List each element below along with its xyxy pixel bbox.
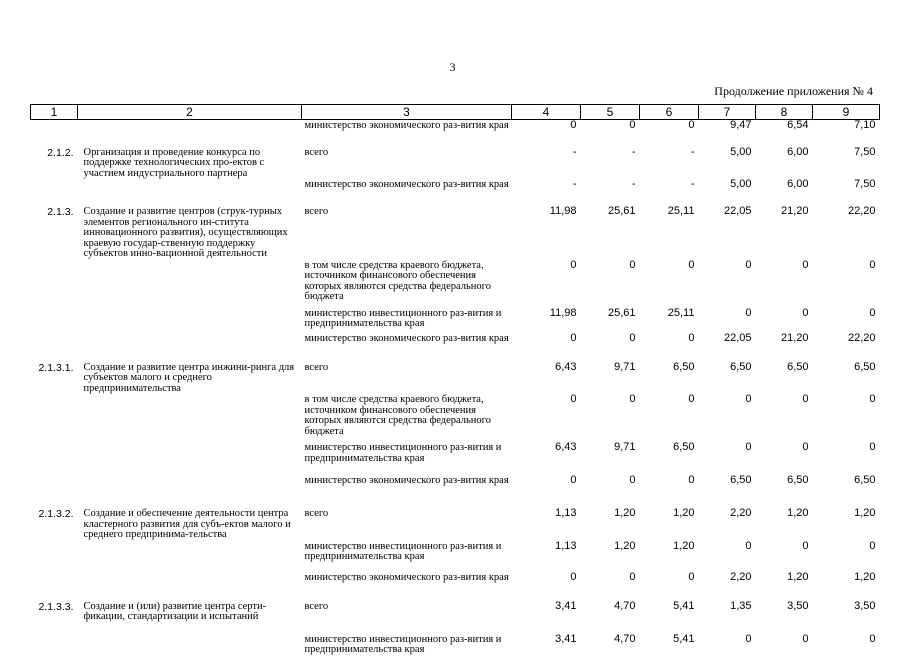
table-row xyxy=(31,442,880,475)
funding-source: министерство экономического раз-вития края xyxy=(304,332,509,344)
value-cell: 0 xyxy=(629,119,636,131)
value-cell: 0 xyxy=(802,393,809,405)
value-cell: - xyxy=(631,178,636,190)
value-cell: 1,20 xyxy=(673,507,695,519)
column-header: 3 xyxy=(302,105,512,120)
value-cell: 1,20 xyxy=(854,570,876,583)
value-cell: 6,50 xyxy=(730,360,752,373)
value-cell: 0 xyxy=(570,474,577,486)
value-cell: 0 xyxy=(570,258,577,271)
measure-name xyxy=(78,333,302,358)
value-cell: 0 xyxy=(688,119,695,131)
value-cell: 0 xyxy=(869,393,876,405)
measure-code xyxy=(31,308,78,333)
value-cell: 0 xyxy=(745,632,752,645)
value-cell: 6,00 xyxy=(787,178,809,190)
column-header: 2 xyxy=(78,105,302,120)
measure-name xyxy=(78,120,302,143)
value-cell: 0 xyxy=(802,258,809,271)
value-cell: 4,70 xyxy=(614,632,636,645)
table-row xyxy=(31,120,880,143)
value-cell: 1,13 xyxy=(555,507,577,519)
measure-name xyxy=(78,572,302,597)
value-cell: 0 xyxy=(629,393,636,405)
value-cell: 9,47 xyxy=(730,119,752,131)
value-cell: 2,20 xyxy=(730,507,752,519)
funding-source: в том числе средства краевого бюджета, источником финансового обеспечения которых являются средства федерального бюджета xyxy=(304,394,491,437)
measure-code xyxy=(31,442,78,475)
table-row xyxy=(31,362,880,395)
value-cell: 0 xyxy=(688,331,695,344)
value-cell: 0 xyxy=(869,632,876,645)
funding-source: всего xyxy=(304,508,329,519)
table-row xyxy=(31,394,880,442)
value-cell: 0 xyxy=(570,119,577,131)
measure-code xyxy=(31,634,78,656)
value-cell: 0 xyxy=(629,570,636,583)
value-cell: 1,35 xyxy=(730,599,752,612)
measure-code xyxy=(31,394,78,442)
value-cell: 1,20 xyxy=(673,539,695,552)
measure-name: Создание и развитие центра инжини-ринга для субъектов малого и среднего предпринимательства xyxy=(83,361,295,394)
value-cell: 25,11 xyxy=(667,306,695,319)
table-row xyxy=(31,541,880,572)
table-row xyxy=(31,634,880,656)
value-cell: 1,20 xyxy=(614,507,636,519)
value-cell: 0 xyxy=(802,441,809,453)
measure-code xyxy=(31,333,78,358)
value-cell: 3,41 xyxy=(555,632,577,645)
value-cell: 0 xyxy=(802,539,809,552)
value-cell: 21,20 xyxy=(780,331,809,344)
value-cell: 1,20 xyxy=(854,507,876,519)
table-row xyxy=(31,308,880,333)
measure-code xyxy=(31,475,78,504)
value-cell: 0 xyxy=(629,258,636,271)
value-cell: 9,71 xyxy=(614,360,636,373)
value-cell: 0 xyxy=(688,258,695,271)
value-cell: 2,20 xyxy=(730,570,752,583)
measure-code xyxy=(31,179,78,202)
table-row xyxy=(31,601,880,634)
table-row xyxy=(31,475,880,504)
value-cell: 7,50 xyxy=(854,178,876,190)
funding-source: министерство экономического раз-вития края xyxy=(304,179,509,190)
value-cell: 3,50 xyxy=(854,599,876,612)
funding-source: министерство экономического раз-вития края xyxy=(304,571,509,583)
funding-source: министерство экономического раз-вития края xyxy=(304,120,509,131)
value-cell: 21,20 xyxy=(780,205,809,217)
value-cell: 0 xyxy=(745,306,752,319)
measure-name: Организация и проведение конкурса по поддержке технологических про-ектов с участием индустриального партнера xyxy=(83,146,265,179)
column-header: 4 xyxy=(512,105,581,120)
page-number: 3 xyxy=(449,60,456,74)
value-cell: 1,20 xyxy=(787,507,809,519)
value-cell: 5,41 xyxy=(673,599,695,612)
measure-name xyxy=(78,442,302,475)
column-header: 8 xyxy=(756,105,813,120)
value-cell: 22,05 xyxy=(723,331,752,344)
measure-name xyxy=(78,260,302,308)
value-cell: 0 xyxy=(869,258,876,271)
funding-source: министерство инвестиционного раз-вития и предпринимательства края xyxy=(304,442,502,464)
funding-source: министерство инвестиционного раз-вития и предпринимательства края xyxy=(304,307,502,329)
budget-table xyxy=(30,104,880,656)
value-cell: - xyxy=(572,145,577,158)
value-cell: 0 xyxy=(688,393,695,405)
measure-name xyxy=(78,475,302,504)
value-cell: 0 xyxy=(802,306,809,319)
measure-name xyxy=(78,634,302,656)
value-cell: 11,98 xyxy=(549,306,577,319)
value-cell: 0 xyxy=(745,441,752,453)
funding-source: министерство инвестиционного раз-вития и предпринимательства края xyxy=(304,633,502,655)
value-cell: - xyxy=(572,178,577,190)
table-row xyxy=(31,179,880,202)
funding-source: министерство инвестиционного раз-вития и предпринимательства края xyxy=(304,540,502,562)
value-cell: 0 xyxy=(688,570,695,583)
measure-code xyxy=(31,120,78,143)
value-cell: 0 xyxy=(629,331,636,344)
value-cell: 6,50 xyxy=(673,441,695,453)
value-cell: 22,05 xyxy=(723,205,752,217)
measure-name xyxy=(78,308,302,333)
table-row xyxy=(31,572,880,597)
value-cell: 0 xyxy=(802,632,809,645)
value-cell: 0 xyxy=(570,393,577,405)
measure-name xyxy=(78,541,302,572)
measure-name: Создание и развитие центров (струк-турных элементов регионального ин-ститута инновационного развития), осуществляющих краевую государ-ственную поддержку субъектов инно-вационной деятельности xyxy=(83,206,288,259)
value-cell: 0 xyxy=(570,570,577,583)
value-cell: 6,50 xyxy=(787,360,809,373)
value-cell: 0 xyxy=(745,393,752,405)
funding-source: всего xyxy=(304,146,329,158)
value-cell: 5,41 xyxy=(673,632,695,645)
value-cell: 0 xyxy=(745,539,752,552)
funding-source: в том числе средства краевого бюджета, источником финансового обеспечения которых являются средства федерального бюджета xyxy=(304,259,491,302)
value-cell: 25,11 xyxy=(667,205,695,217)
column-header: 5 xyxy=(581,105,640,120)
value-cell: 6,50 xyxy=(730,474,752,486)
value-cell: 0 xyxy=(570,331,577,344)
value-cell: 6,50 xyxy=(787,474,809,486)
value-cell: 6,50 xyxy=(854,474,876,486)
table-header-row xyxy=(31,105,880,120)
value-cell: 0 xyxy=(688,474,695,486)
measure-code: 2.1.3.3. xyxy=(38,600,74,613)
column-header: 7 xyxy=(699,105,756,120)
value-cell: 0 xyxy=(745,258,752,271)
value-cell: 6,50 xyxy=(854,360,876,373)
measure-code: 2.1.3.2. xyxy=(38,508,74,520)
value-cell: 0 xyxy=(869,306,876,319)
value-cell: 7,50 xyxy=(854,145,876,158)
value-cell: 4,70 xyxy=(614,599,636,612)
value-cell: 5,00 xyxy=(730,145,752,158)
column-header: 9 xyxy=(813,105,880,120)
value-cell: 1,20 xyxy=(614,539,636,552)
value-cell: 9,71 xyxy=(614,441,636,453)
table-row xyxy=(31,508,880,541)
value-cell: 3,41 xyxy=(555,599,577,612)
table-row xyxy=(31,260,880,308)
measure-code: 2.1.2. xyxy=(47,146,74,159)
value-cell: 1,13 xyxy=(555,539,577,552)
value-cell: 22,20 xyxy=(847,331,876,344)
measure-code: 2.1.3.1. xyxy=(38,361,74,374)
value-cell: 25,61 xyxy=(607,306,636,319)
table-row xyxy=(31,206,880,260)
funding-source: всего xyxy=(304,361,329,373)
measure-code xyxy=(31,572,78,597)
value-cell: - xyxy=(690,145,695,158)
funding-source: министерство экономического раз-вития края xyxy=(304,475,509,486)
measure-name: Создание и (или) развитие центра серти-фикации, стандартизации и испытаний xyxy=(83,600,267,622)
value-cell: 3,50 xyxy=(787,599,809,612)
column-header: 1 xyxy=(31,105,78,120)
value-cell: 6,43 xyxy=(555,441,577,453)
measure-code xyxy=(31,541,78,572)
table-row xyxy=(31,333,880,358)
measure-code xyxy=(31,260,78,308)
measure-name xyxy=(78,179,302,202)
value-cell: 0 xyxy=(629,474,636,486)
table-row xyxy=(31,147,880,180)
value-cell: 6,54 xyxy=(787,119,809,131)
value-cell: 6,50 xyxy=(673,360,695,373)
measure-code: 2.1.3. xyxy=(47,206,74,218)
value-cell: - xyxy=(631,145,636,158)
column-header: 6 xyxy=(640,105,699,120)
value-cell: 25,61 xyxy=(607,205,636,217)
funding-source: всего xyxy=(304,206,329,217)
value-cell: 1,20 xyxy=(787,570,809,583)
value-cell: 11,98 xyxy=(549,205,577,217)
value-cell: 7,10 xyxy=(854,119,876,131)
value-cell: 0 xyxy=(869,441,876,453)
value-cell: 0 xyxy=(869,539,876,552)
funding-source: всего xyxy=(304,600,329,612)
value-cell: 6,00 xyxy=(787,145,809,158)
value-cell: 6,43 xyxy=(555,360,577,373)
value-cell: - xyxy=(690,178,695,190)
appendix-continuation-label: Продолжение приложения № 4 xyxy=(714,84,873,98)
value-cell: 22,20 xyxy=(847,205,876,217)
measure-name: Создание и обеспечение деятельности центра кластерного развития для субъ-ектов малого и среднего предпринима-тельства xyxy=(83,508,291,540)
measure-name xyxy=(78,394,302,442)
value-cell: 5,00 xyxy=(730,178,752,190)
